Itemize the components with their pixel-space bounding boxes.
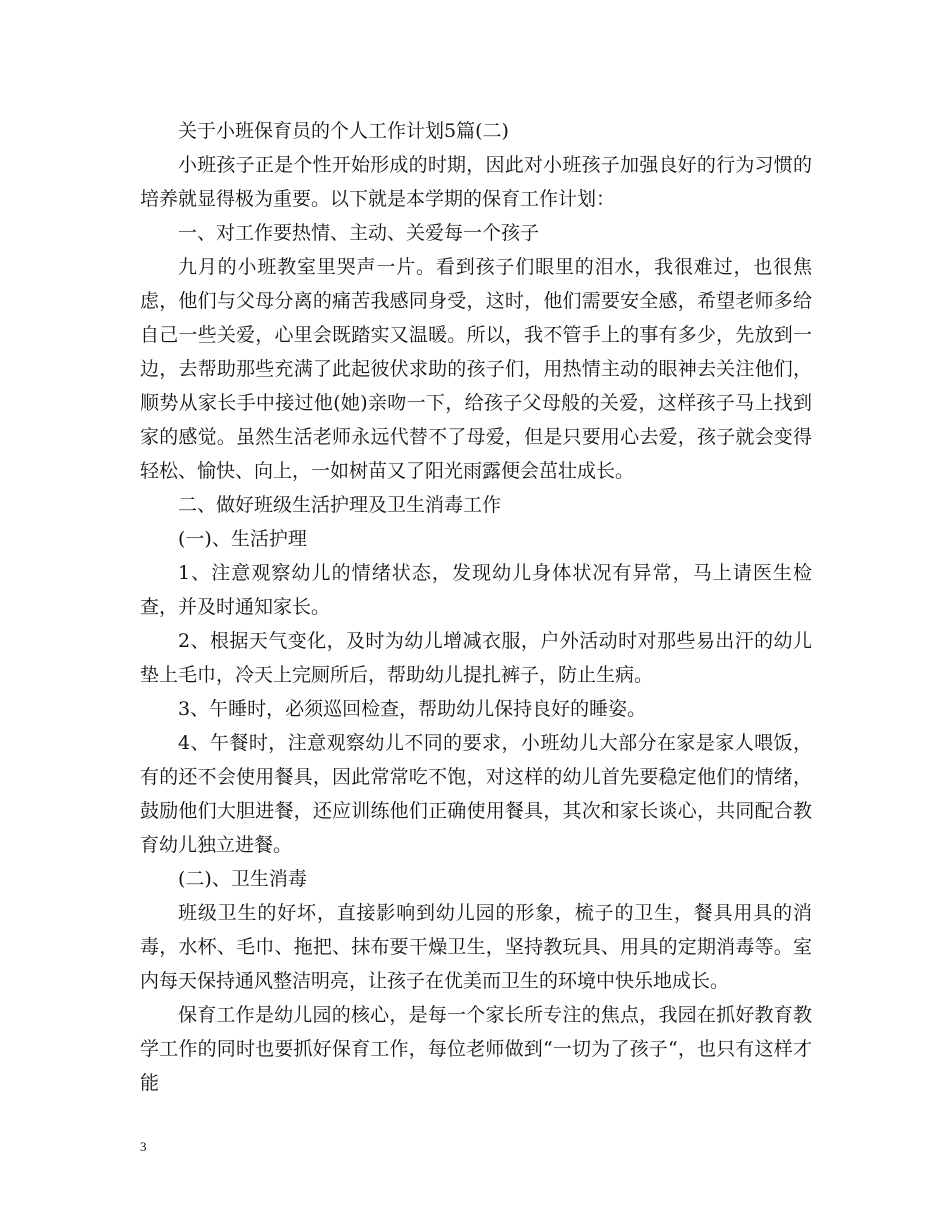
document-title: 关于小班保育员的个人工作计划5篇(二) xyxy=(178,120,509,142)
section-1-paragraph: 九月的小班教室里哭声一片。看到孩子们眼里的泪水，我很难过，也很焦虑，他们与父母分离的痛苦我感同身受，这时，他们需要安全感，希望老师多给自己一些关爱，心里会既踏实又温暖。所以，我不管手上的事有多少，先放到一边，去帮助那些充满了此起彼伏求助的孩子们，用热情主动的眼神去关注他们，顺势从家长手中接过他(她)亲吻一下，给孩子父母般的关爱，这样孩子马上找到家的感觉。虽然生活老师永远代替不了母爱，但是只要用心去爱，孩子就会变得轻松、愉快、向上，一如树苗又了阳光雨露便会茁壮成长。 xyxy=(140,256,812,482)
hygiene-paragraph: 班级卫生的好坏，直接影响到幼儿园的形象，梳子的卫生，餐具用具的消毒，水杯、毛巾、拖把、抹布要干燥卫生，坚持教玩具、用具的定期消毒等。室内每天保持通风整洁明亮，让孩子在优美而卫生的环境中快乐地成长。 xyxy=(140,902,812,992)
list-item-1: 1、注意观察幼儿的情绪状态，发现幼儿身体状况有异常，马上请医生检查，并及时通知家长。 xyxy=(140,562,812,618)
subsection-heading-hygiene: (二)、卫生消毒 xyxy=(178,868,307,890)
page-number: 3 xyxy=(140,1139,147,1154)
subsection-heading-life-care: (一)、生活护理 xyxy=(178,528,307,550)
document-body xyxy=(140,114,812,1100)
list-item-3: 3、午睡时，必须巡回检查，帮助幼儿保持良好的睡姿。 xyxy=(178,698,647,720)
list-item-4: 4、午餐时，注意观察幼儿不同的要求，小班幼儿大部分在家是家人喂饭，有的还不会使用餐具，因此常常吃不饱，对这样的幼儿首先要稳定他们的情绪，鼓励他们大胆进餐，还应训练他们正确使用餐具，其次和家长谈心，共同配合教育幼儿独立进餐。 xyxy=(140,732,812,856)
intro-paragraph: 小班孩子正是个性开始形成的时期，因此对小班孩子加强良好的行为习惯的培养就显得极为重要。以下就是本学期的保育工作计划： xyxy=(140,154,812,210)
section-heading-1: 一、对工作要热情、主动、关爱每一个孩子 xyxy=(178,222,540,244)
section-heading-2: 二、做好班级生活护理及卫生消毒工作 xyxy=(178,494,502,516)
list-item-2: 2、根据天气变化，及时为幼儿增减衣服，户外活动时对那些易出汗的幼儿垫上毛巾，冷天上完厕所后，帮助幼儿提扎裤子，防止生病。 xyxy=(140,630,812,686)
closing-paragraph: 保育工作是幼儿园的核心，是每一个家长所专注的焦点，我园在抓好教育教学工作的同时也要抓好保育工作，每位老师做到“一切为了孩子“，也只有这样才能 xyxy=(140,1004,812,1094)
